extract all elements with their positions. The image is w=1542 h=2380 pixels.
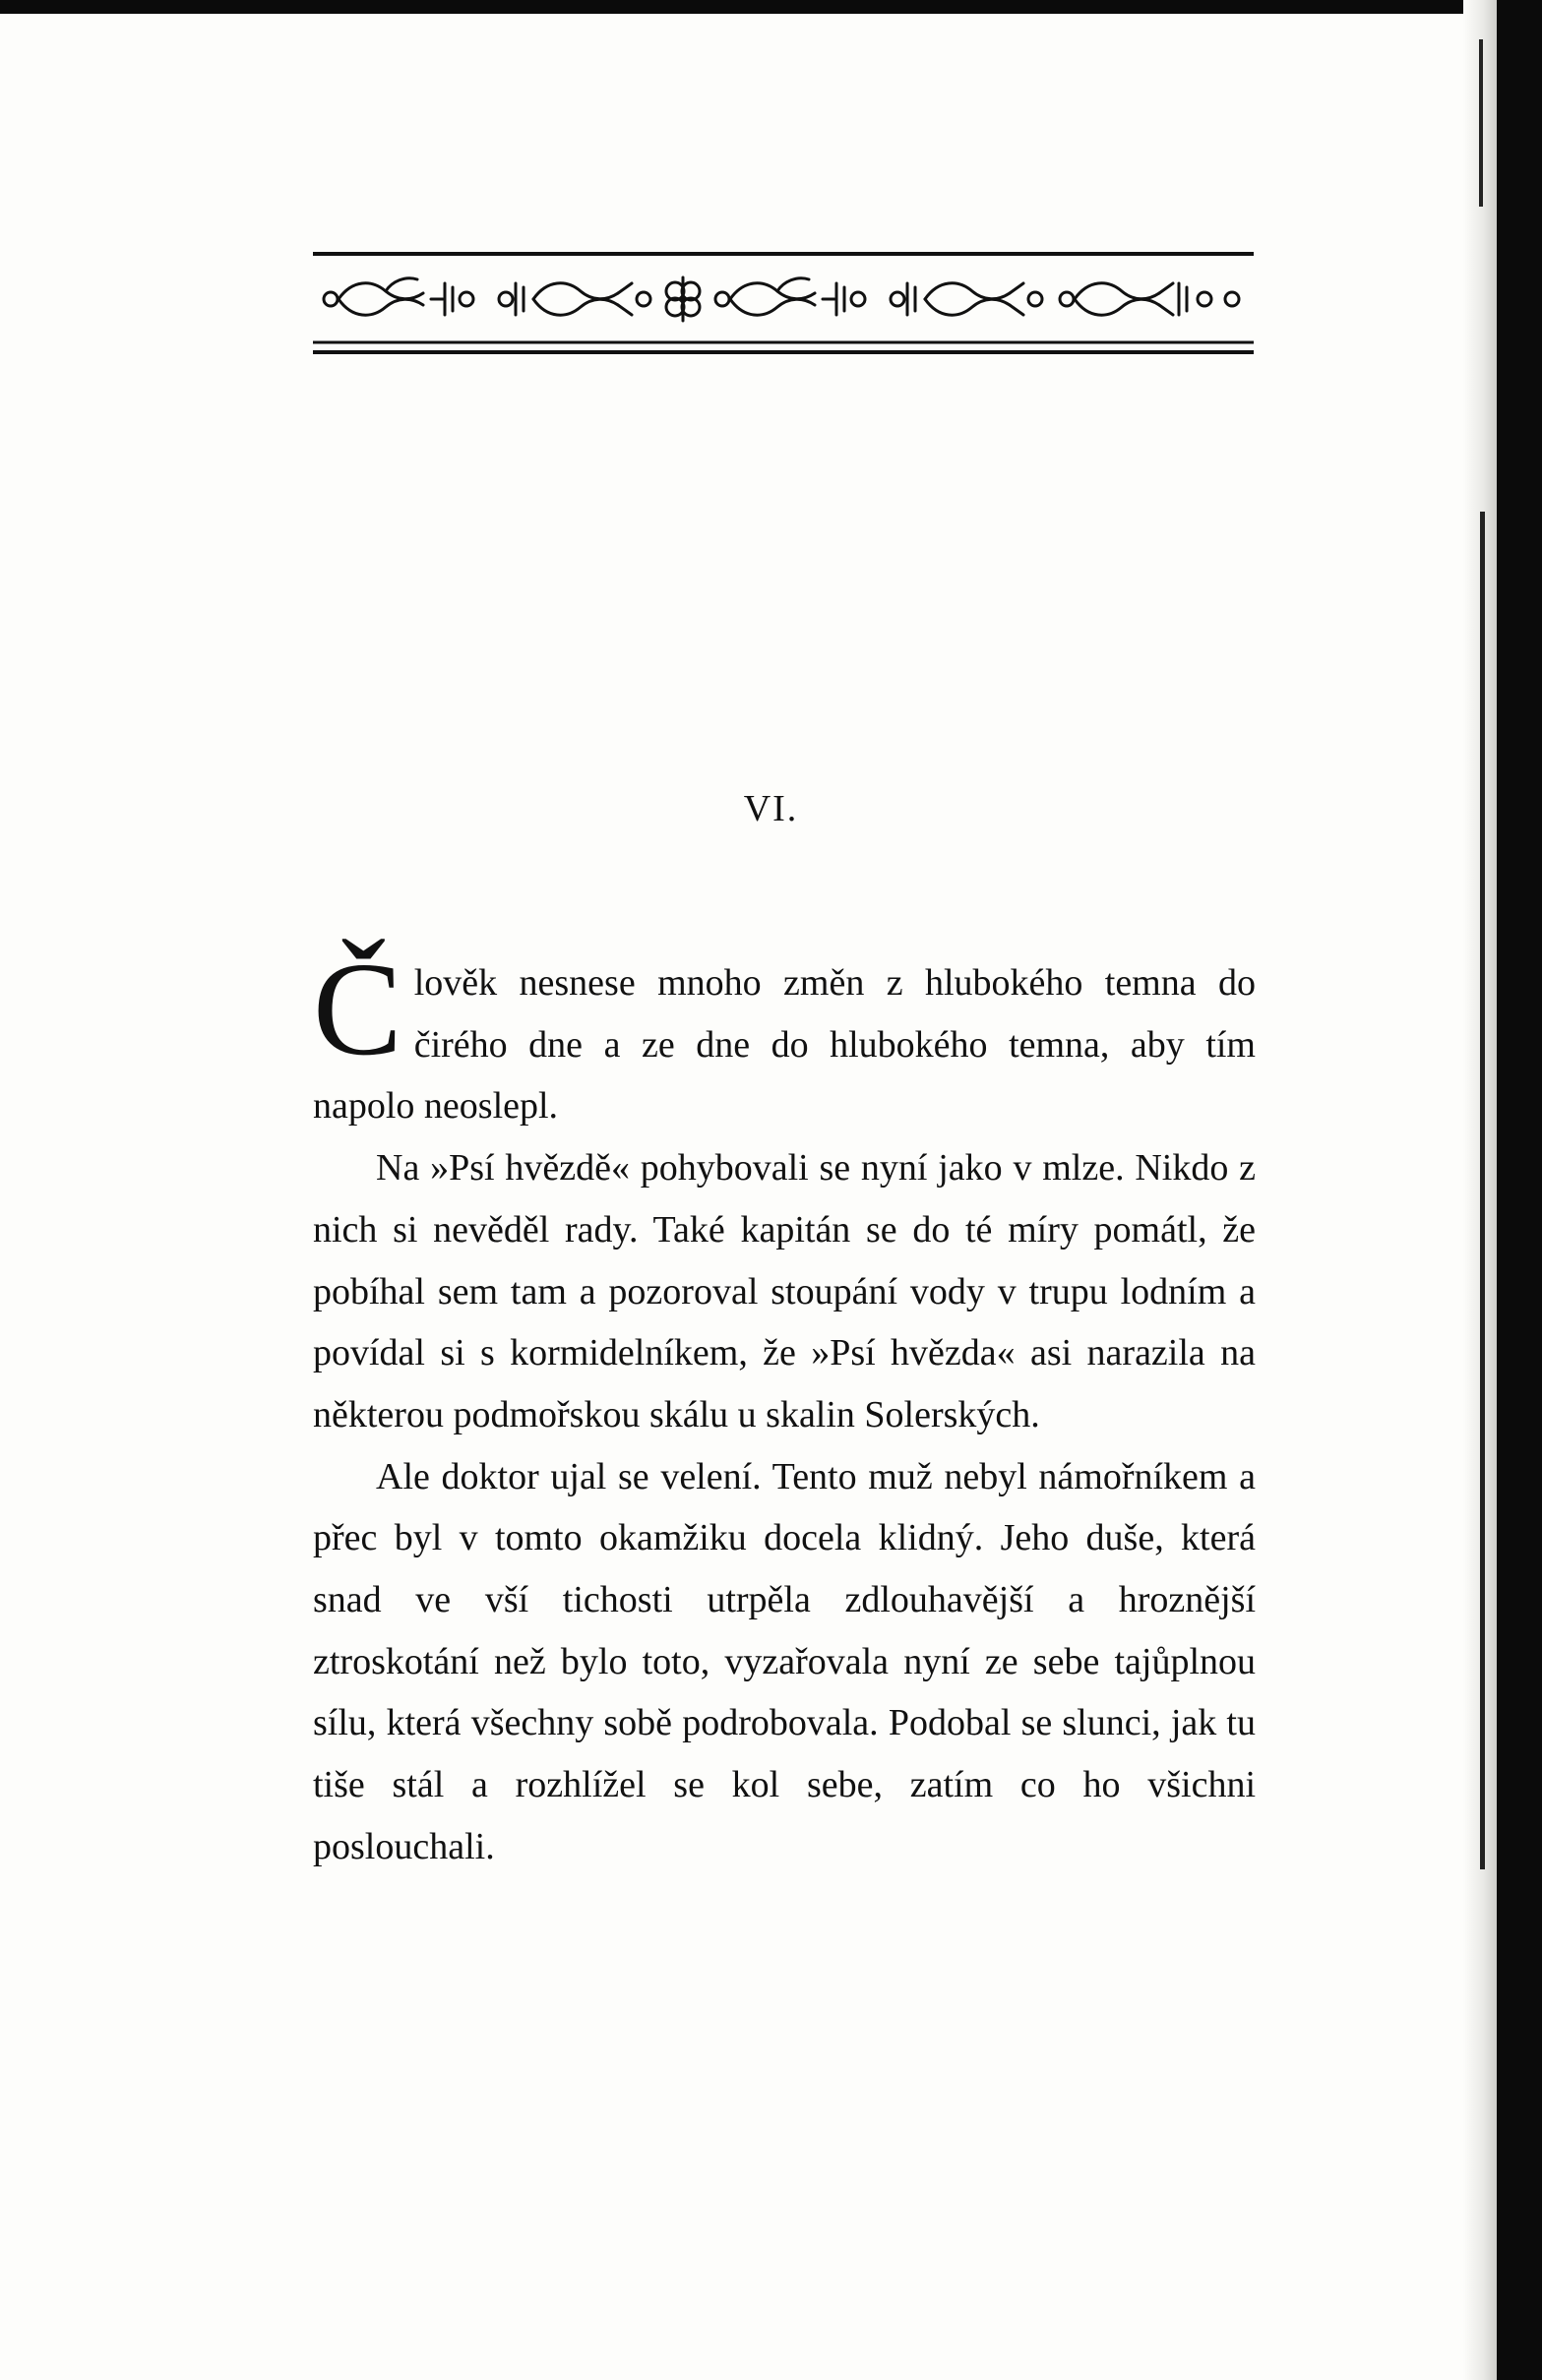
drop-cap: Č [313, 936, 402, 1083]
paragraph-text: lověk nesnese mnoho změn z hlubokého temna do čirého dne a ze dne do hlubokého temna, aby tím napolo neoslepl. [313, 962, 1256, 1128]
scan-edge-top [0, 0, 1542, 14]
chapter-body [313, 936, 1256, 1878]
paragraph [313, 936, 1256, 1137]
scan-edge-mark [1479, 39, 1483, 207]
scan-edge-mark [1480, 512, 1485, 1869]
ornamental-header-band [313, 250, 1254, 360]
paragraph: Na »Psí hvězdě« pohybovali se nyní jako v mlze. Nikdo z nich si nevěděl rady. Také kapitán se do té míry pomátl, že pobíhal sem tam a pozoroval stoupání vody v trupu lodním a povídal si s kormidelníkem, že »Psí hvězda« asi narazila na některou podmořskou skálu u skalin Solerských. [313, 1147, 1256, 1435]
paragraph: Ale doktor ujal se velení. Tento muž nebyl námořníkem a přec byl v tomto okamžiku docela klidný. Jeho duše, která snad ve vší tichosti utrpěla zdlouhavější a hroznější ztroskotání než bylo toto, vyzařovala nyní ze sebe tajůplnou sílu, která všechny sobě podrobovala. Podobal se slunci, jak tu tiše stál a rozhlížel se kol sebe, zatím co ho všichni poslouchali. [313, 1455, 1256, 1867]
scan-edge-right [1497, 0, 1542, 2380]
chapter-number: VI. [743, 788, 799, 829]
